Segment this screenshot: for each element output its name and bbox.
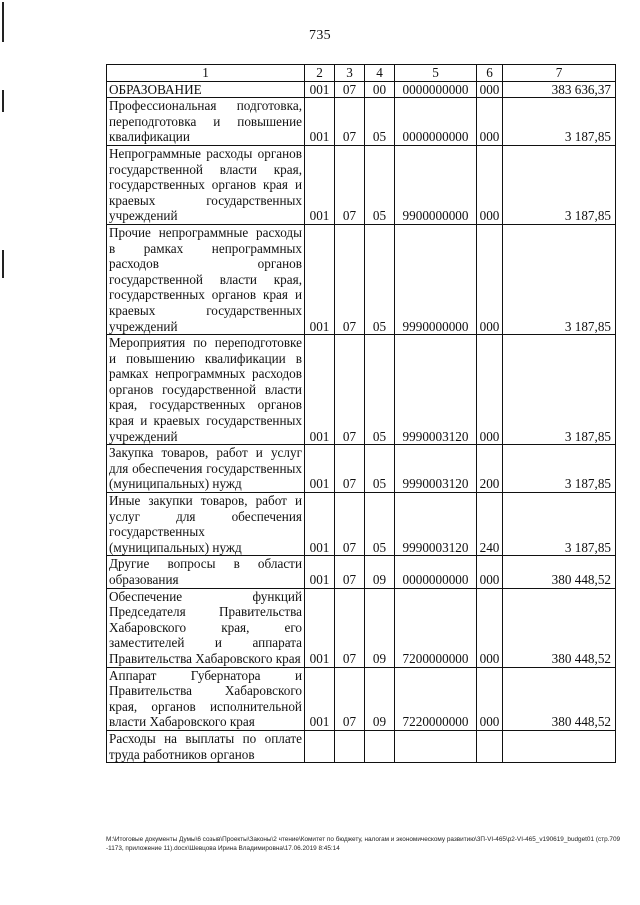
row-code: 001 xyxy=(305,493,335,556)
row-name: Мероприятия по переподготовке и повышению квалификации в рамках непрограммных расходов органов государственной власти края, государственных органов края и краевых государственных учреждений xyxy=(107,335,305,445)
row-section: 07 xyxy=(335,98,365,146)
row-code: 001 xyxy=(305,588,335,667)
row-subsection: 05 xyxy=(365,98,395,146)
row-subsection: 05 xyxy=(365,445,395,493)
table-row xyxy=(107,556,616,588)
row-section: 07 xyxy=(335,667,365,730)
row-section: 07 xyxy=(335,81,365,98)
row-target-item: 7200000000 xyxy=(395,588,477,667)
row-subsection: 05 xyxy=(365,224,395,334)
row-name: Непрограммные расходы органов государственной власти края, государственных органов края и краевых государственных учреждений xyxy=(107,145,305,224)
row-code: 001 xyxy=(305,145,335,224)
row-target-item: 0000000000 xyxy=(395,556,477,588)
row-code: 001 xyxy=(305,224,335,334)
row-target-item: 0000000000 xyxy=(395,81,477,98)
row-amount: 3 187,85 xyxy=(503,493,616,556)
header-cell: 6 xyxy=(477,65,503,82)
row-code: 001 xyxy=(305,667,335,730)
row-section: 07 xyxy=(335,224,365,334)
row-expense-type: 000 xyxy=(477,81,503,98)
row-amount: 3 187,85 xyxy=(503,98,616,146)
table-row xyxy=(107,667,616,730)
row-code: 001 xyxy=(305,556,335,588)
document-footer-path: M:\Итоговые документы Думы\6 созыв\Проекты\Законы\2 чтение\Комитет по бюджету, налогам и экономическому развитию\3П-VI-465\р2-VI-465_v190619_budget01 (стр.709-1173, приложение 11).docx\Шевцова Ирина Владимировна\17.06.2019 8:45:14 xyxy=(106,836,621,852)
page-number: 735 xyxy=(309,28,331,43)
row-expense-type: 240 xyxy=(477,493,503,556)
row-target-item: 7220000000 xyxy=(395,667,477,730)
scan-edge-mark xyxy=(2,2,4,42)
row-subsection: 00 xyxy=(365,81,395,98)
row-expense-type: 000 xyxy=(477,224,503,334)
row-amount xyxy=(503,730,616,762)
row-code: 001 xyxy=(305,81,335,98)
row-name: ОБРАЗОВАНИЕ xyxy=(107,81,305,98)
scan-edge-mark xyxy=(2,90,4,112)
row-expense-type: 000 xyxy=(477,588,503,667)
row-name: Прочие непрограммные расходы в рамках непрограммных расходов органов государственной власти края, государственных органов края и краевых государственных учреждений xyxy=(107,224,305,334)
header-cell: 5 xyxy=(395,65,477,82)
table-row xyxy=(107,98,616,146)
table-row xyxy=(107,224,616,334)
header-cell: 1 xyxy=(107,65,305,82)
row-expense-type: 000 xyxy=(477,667,503,730)
row-name: Обеспечение функций Председателя Правительства Хабаровского края, его заместителей и аппарата Правительства Хабаровского края xyxy=(107,588,305,667)
row-name: Другие вопросы в области образования xyxy=(107,556,305,588)
row-subsection: 09 xyxy=(365,556,395,588)
budget-table xyxy=(106,64,616,763)
row-name: Расходы на выплаты по оплате труда работников органов xyxy=(107,730,305,762)
row-section: 07 xyxy=(335,588,365,667)
table-row xyxy=(107,588,616,667)
row-target-item: 0000000000 xyxy=(395,98,477,146)
header-cell: 7 xyxy=(503,65,616,82)
row-expense-type xyxy=(477,730,503,762)
row-target-item xyxy=(395,730,477,762)
row-section: 07 xyxy=(335,556,365,588)
row-section: 07 xyxy=(335,493,365,556)
row-code xyxy=(305,730,335,762)
table-header-row xyxy=(107,65,616,82)
row-amount: 3 187,85 xyxy=(503,445,616,493)
row-subsection: 09 xyxy=(365,588,395,667)
row-subsection xyxy=(365,730,395,762)
header-cell: 2 xyxy=(305,65,335,82)
header-cell: 3 xyxy=(335,65,365,82)
row-target-item: 9990000000 xyxy=(395,224,477,334)
row-code: 001 xyxy=(305,445,335,493)
scan-edge-mark xyxy=(2,250,4,278)
row-subsection: 05 xyxy=(365,145,395,224)
row-target-item: 9900000000 xyxy=(395,145,477,224)
row-amount: 3 187,85 xyxy=(503,145,616,224)
row-name: Закупка товаров, работ и услуг для обеспечения государственных (муниципальных) нужд xyxy=(107,445,305,493)
row-amount: 3 187,85 xyxy=(503,224,616,334)
row-target-item: 9990003120 xyxy=(395,335,477,445)
row-amount: 380 448,52 xyxy=(503,588,616,667)
row-section: 07 xyxy=(335,145,365,224)
row-code: 001 xyxy=(305,335,335,445)
row-subsection: 09 xyxy=(365,667,395,730)
row-name: Аппарат Губернатора и Правительства Хабаровского края, органов исполнительной власти Хабаровского края xyxy=(107,667,305,730)
row-code: 001 xyxy=(305,98,335,146)
row-expense-type: 000 xyxy=(477,556,503,588)
row-amount: 3 187,85 xyxy=(503,335,616,445)
row-amount: 380 448,52 xyxy=(503,556,616,588)
row-expense-type: 200 xyxy=(477,445,503,493)
row-name: Профессиональная подготовка, переподготовка и повышение квалификации xyxy=(107,98,305,146)
row-section: 07 xyxy=(335,335,365,445)
row-subsection: 05 xyxy=(365,493,395,556)
table-row xyxy=(107,81,616,98)
row-subsection: 05 xyxy=(365,335,395,445)
table-row xyxy=(107,445,616,493)
row-target-item: 9990003120 xyxy=(395,493,477,556)
row-section: 07 xyxy=(335,445,365,493)
row-expense-type: 000 xyxy=(477,335,503,445)
row-name: Иные закупки товаров, работ и услуг для обеспечения государственных (муниципальных) нужд xyxy=(107,493,305,556)
header-cell: 4 xyxy=(365,65,395,82)
table-row xyxy=(107,145,616,224)
table-row xyxy=(107,730,616,762)
row-amount: 383 636,37 xyxy=(503,81,616,98)
table-row xyxy=(107,335,616,445)
row-target-item: 9990003120 xyxy=(395,445,477,493)
table-row xyxy=(107,493,616,556)
row-expense-type: 000 xyxy=(477,98,503,146)
row-amount: 380 448,52 xyxy=(503,667,616,730)
row-section xyxy=(335,730,365,762)
row-expense-type: 000 xyxy=(477,145,503,224)
